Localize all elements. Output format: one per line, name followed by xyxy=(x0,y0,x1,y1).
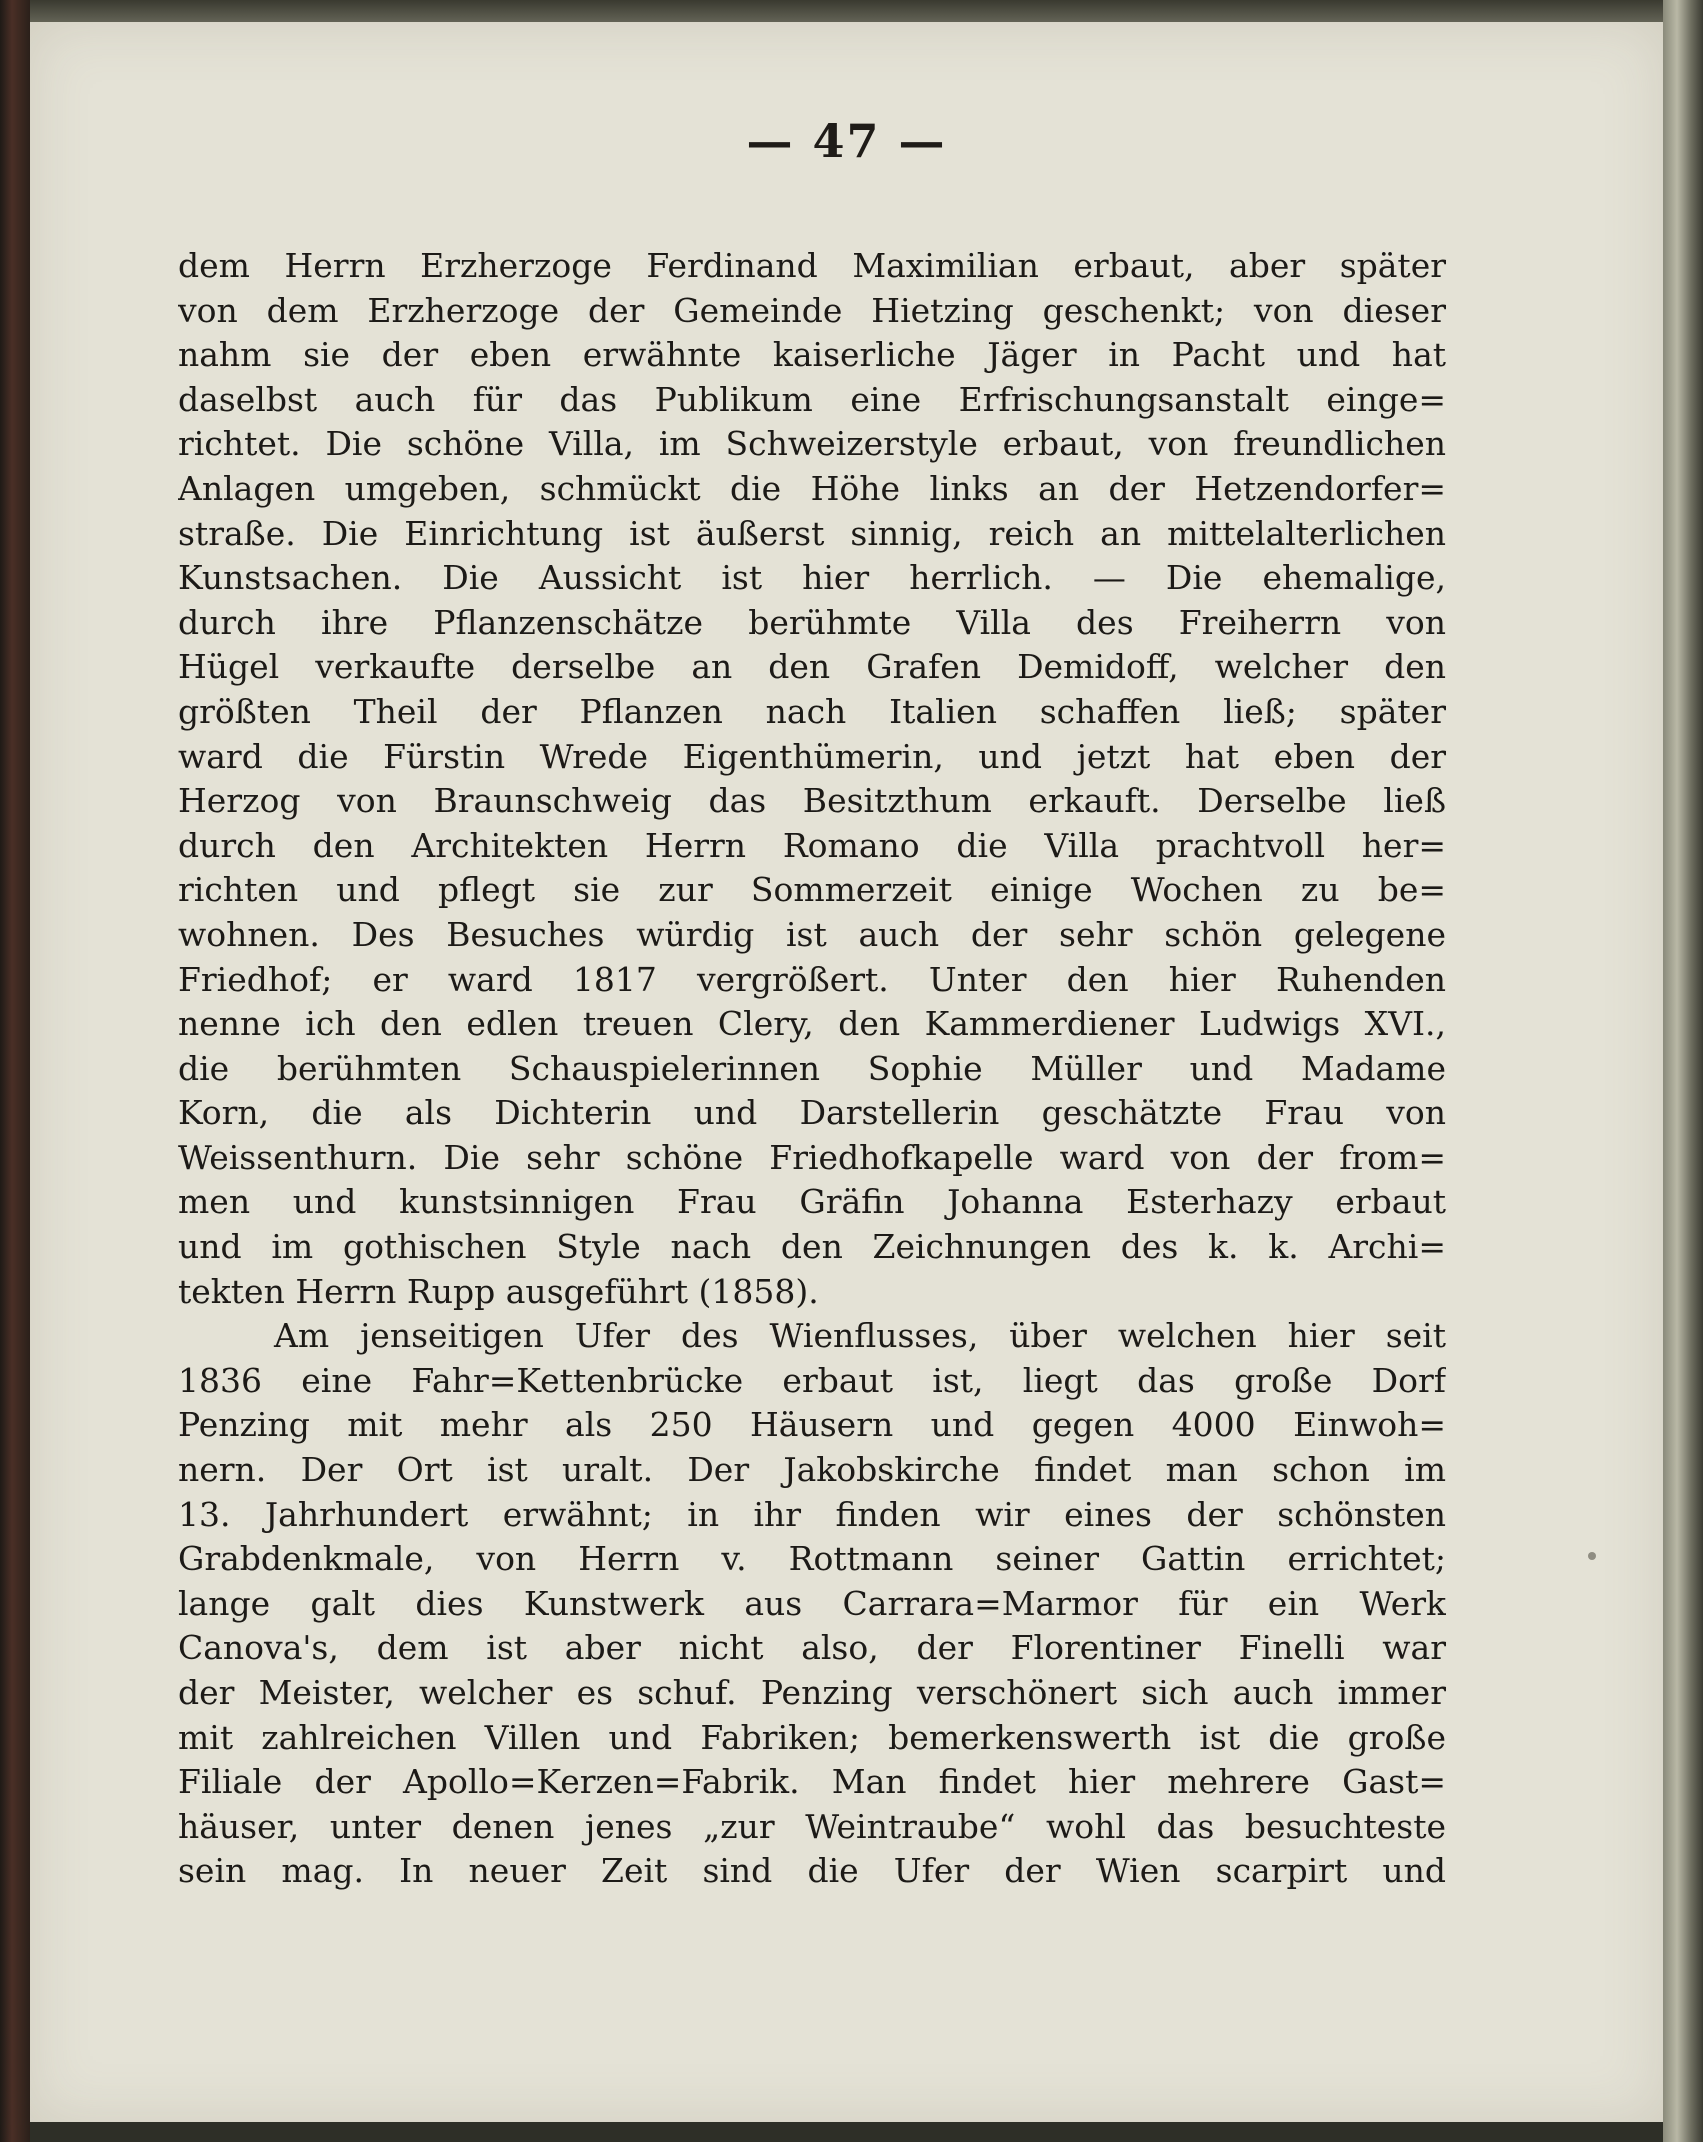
text-line: Herzog von Braunschweig das Besitzthum erkauft. Derselbe ließ xyxy=(178,781,1446,821)
text-line: und im gothischen Style nach den Zeichnungen des k. k. Archi= xyxy=(178,1227,1446,1267)
text-line: men und kunstsinnigen Frau Gräfin Johanna Esterhazy erbaut xyxy=(178,1182,1446,1222)
text-line: 1836 eine Fahr=Kettenbrücke erbaut ist, liegt das große Dorf xyxy=(178,1360,1446,1400)
text-line: der Meister, welcher es schuf. Penzing verschönert sich auch immer xyxy=(178,1673,1446,1712)
page-stack-edge xyxy=(1663,0,1703,2142)
text-line: durch den Architekten Herrn Romano die Villa prachtvoll her= xyxy=(178,825,1446,865)
text-line: dem Herrn Erzherzoge Ferdinand Maximilian erbaut, aber später xyxy=(178,246,1446,285)
text-line: durch ihre Pflanzenschätze berühmte Villa des Freiherrn von xyxy=(178,602,1446,642)
text-line: Hügel verkaufte derselbe an den Grafen Demidoff, welcher den xyxy=(178,647,1446,687)
text-line: richtet. Die schöne Villa, im Schweizerstyle erbaut, von freundlichen xyxy=(178,424,1446,464)
text-line: Friedhof; er ward 1817 vergrößert. Unter den hier Ruhenden xyxy=(178,959,1446,999)
text-line: lange galt dies Kunstwerk aus Carrara=Marmor für ein Werk xyxy=(178,1583,1446,1623)
text-line: daselbst auch für das Publikum eine Erfrischungsanstalt einge= xyxy=(178,379,1446,419)
text-line: Weissenthurn. Die sehr schöne Friedhofkapelle ward von der from= xyxy=(178,1137,1446,1177)
paper-speck xyxy=(1588,1552,1596,1560)
text-line: mit zahlreichen Villen und Fabriken; bemerkenswerth ist die große xyxy=(178,1717,1446,1757)
text-line: von dem Erzherzoge der Gemeinde Hietzing geschenkt; von dieser xyxy=(178,290,1446,330)
text-line: Kunstsachen. Die Aussicht ist hier herrlich. — Die ehemalige, xyxy=(178,558,1446,598)
text-line: Canova's, dem ist aber nicht also, der Florentiner Finelli war xyxy=(178,1628,1446,1668)
paragraph-last-line: tekten Herrn Rupp ausgeführt (1858). xyxy=(178,1271,819,1311)
body-text xyxy=(178,244,1446,1894)
book-page xyxy=(30,22,1663,2122)
text-line: Penzing mit mehr als 250 Häusern und gegen 4000 Einwoh= xyxy=(178,1405,1446,1445)
text-line: ward die Fürstin Wrede Eigenthümerin, und jetzt hat eben der xyxy=(178,736,1446,776)
text-line: nahm sie der eben erwähnte kaiserliche Jäger in Pacht und hat xyxy=(178,335,1446,375)
text-line: Grabdenkmale, von Herrn v. Rottmann seiner Gattin errichtet; xyxy=(178,1539,1446,1579)
text-line: sein mag. In neuer Zeit sind die Ufer der Wien scarpirt und xyxy=(178,1851,1446,1891)
text-line: die berühmten Schauspielerinnen Sophie Müller und Madame xyxy=(178,1048,1446,1088)
text-line: Korn, die als Dichterin und Darstellerin geschätzte Frau von xyxy=(178,1093,1446,1133)
text-line: Filiale der Apollo=Kerzen=Fabrik. Man findet hier mehrere Gast= xyxy=(178,1762,1446,1802)
text-line: nern. Der Ort ist uralt. Der Jakobskirche findet man schon im xyxy=(178,1450,1446,1490)
text-line: wohnen. Des Besuches würdig ist auch der sehr schön gelegene xyxy=(178,914,1446,954)
paragraph-first-line: Am jenseitigen Ufer des Wienflusses, über welchen hier seit xyxy=(274,1316,1446,1356)
text-line: richten und pflegt sie zur Sommerzeit einige Wochen zu be= xyxy=(178,870,1446,910)
text-line: Anlagen umgeben, schmückt die Höhe links an der Hetzendorfer= xyxy=(178,468,1446,508)
text-line: 13. Jahrhundert erwähnt; in ihr finden wir eines der schönsten xyxy=(178,1494,1446,1534)
text-line: häuser, unter denen jenes „zur Weintraube“ wohl das besuchteste xyxy=(178,1806,1446,1846)
page-number: — 47 — xyxy=(746,114,947,168)
text-line: nenne ich den edlen treuen Clery, den Kammerdiener Ludwigs XVI., xyxy=(178,1004,1446,1044)
text-line: straße. Die Einrichtung ist äußerst sinnig, reich an mittelalterlichen xyxy=(178,513,1446,553)
book-spine-edge xyxy=(0,0,30,2142)
text-line: größten Theil der Pflanzen nach Italien schaffen ließ; später xyxy=(178,691,1446,731)
